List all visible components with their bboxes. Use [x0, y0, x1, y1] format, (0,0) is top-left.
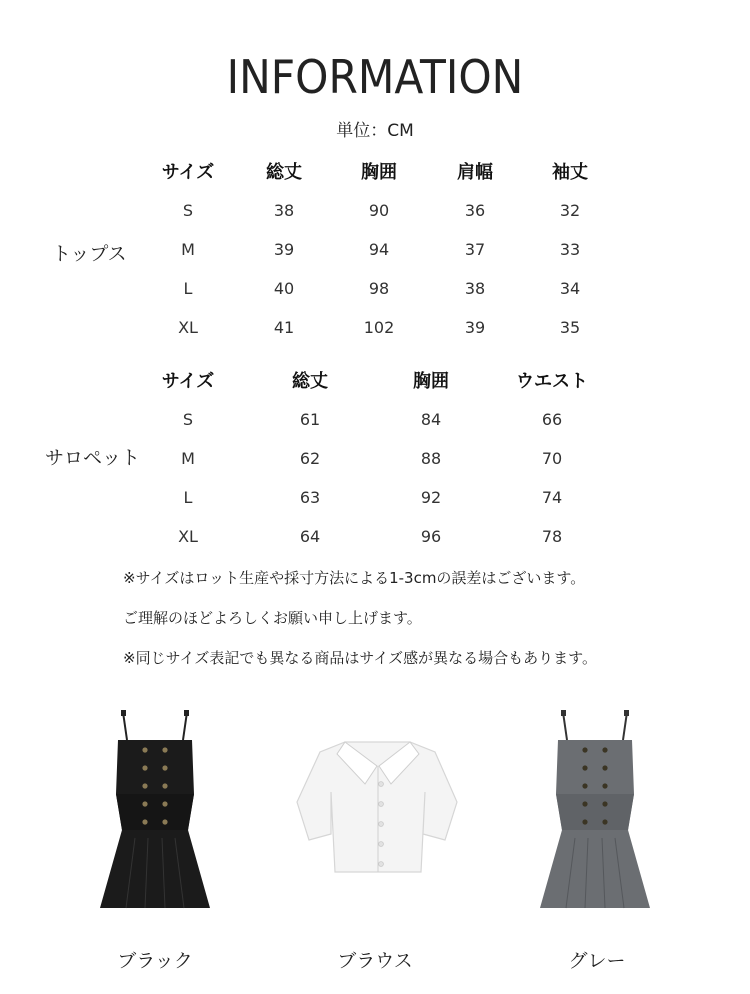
table-cell: 36	[464, 201, 486, 220]
overall-label: サロペット	[45, 447, 141, 469]
table-cell: L	[183, 279, 193, 298]
black-salopette-image	[90, 708, 220, 918]
table-cell: 32	[559, 201, 581, 220]
table-cell: 90	[368, 201, 390, 220]
tops-label: トップス	[52, 243, 127, 265]
table-cell: 84	[420, 410, 442, 429]
table-cell: XL	[178, 318, 198, 337]
table-cell: 102	[363, 318, 395, 337]
table-cell: M	[181, 449, 195, 468]
table-cell: 38	[464, 279, 486, 298]
table-cell: 64	[299, 527, 321, 546]
overall-header-size: サイズ	[161, 371, 215, 392]
table-cell: 74	[541, 488, 563, 507]
gray-salopette-image	[530, 708, 660, 918]
overall-header-chest: 胸囲	[413, 371, 449, 392]
caption-gray: グレー	[568, 950, 626, 972]
table-cell: L	[183, 488, 193, 507]
white-blouse-image	[295, 722, 460, 882]
note-tolerance: ※サイズはロット生産や採寸方法による1-3cmの誤差はございます。	[123, 569, 586, 587]
unit-label: 単位：CM	[336, 121, 414, 141]
table-cell: 62	[299, 449, 321, 468]
note-sizing: ※同じサイズ表記でも異なる商品はサイズ感が異なる場合もあります。	[123, 649, 597, 667]
tops-header-chest: 胸囲	[361, 162, 397, 183]
table-cell: S	[182, 201, 194, 220]
overall-header-length: 総丈	[292, 371, 328, 392]
table-cell: 39	[464, 318, 486, 337]
tops-header-sleeve: 袖丈	[552, 162, 588, 183]
table-cell: XL	[178, 527, 198, 546]
table-cell: 40	[273, 279, 295, 298]
table-cell: 92	[420, 488, 442, 507]
tops-header-shoulder: 肩幅	[457, 162, 493, 183]
table-cell: 34	[559, 279, 581, 298]
table-cell: 66	[541, 410, 563, 429]
table-cell: 63	[299, 488, 321, 507]
table-cell: 78	[541, 527, 563, 546]
table-cell: S	[182, 410, 194, 429]
tops-header-length: 総丈	[266, 162, 302, 183]
table-cell: 35	[559, 318, 581, 337]
table-cell: 94	[368, 240, 390, 259]
caption-black: ブラック	[117, 950, 193, 972]
overall-header-waist: ウエスト	[516, 371, 588, 392]
table-cell: 37	[464, 240, 486, 259]
table-cell: 33	[559, 240, 581, 259]
caption-blouse: ブラウス	[337, 950, 413, 972]
table-cell: 88	[420, 449, 442, 468]
tops-header-size: サイズ	[161, 162, 215, 183]
table-cell: 39	[273, 240, 295, 259]
table-cell: 98	[368, 279, 390, 298]
table-cell: 38	[273, 201, 295, 220]
table-cell: 70	[541, 449, 563, 468]
table-cell: 41	[273, 318, 295, 337]
table-cell: 61	[299, 410, 321, 429]
note-understanding: ご理解のほどよろしくお願い申し上げます。	[123, 609, 422, 627]
page-title: INFORMATION	[226, 50, 524, 104]
table-cell: 96	[420, 527, 442, 546]
table-cell: M	[181, 240, 195, 259]
